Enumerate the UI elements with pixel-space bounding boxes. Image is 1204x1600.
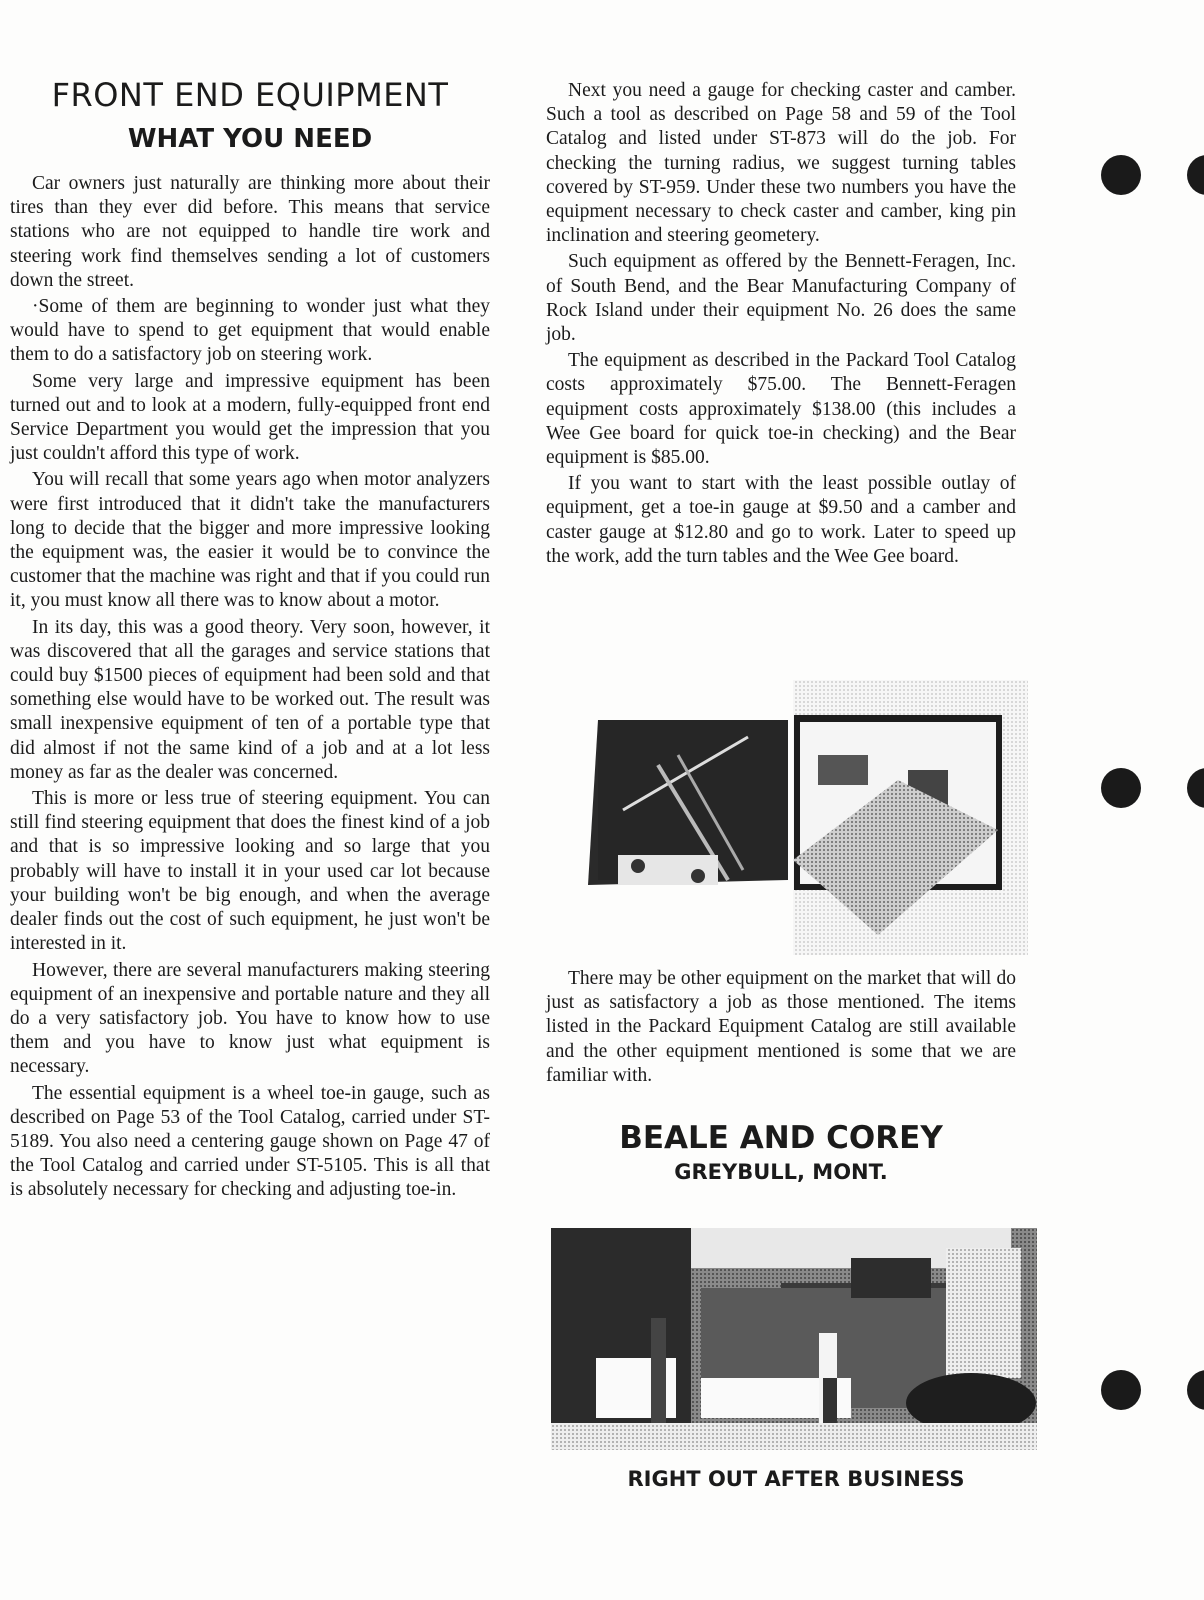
paragraph: There may be other equipment on the market that will do just as satisfactory a job as those mentioned. The items listed in the Packard Equipment Catalog are still available and the other equipment mentioned is some that we are familiar with. xyxy=(546,968,1016,1086)
dealer-name: BEALE AND COREY xyxy=(619,1120,943,1156)
paragraph: Some very large and impressive equipment has been turned out and to look at a modern, fully-equipped front end Service Department you would get the impression that you just couldn't afford this type of work. xyxy=(10,370,490,465)
right-column xyxy=(546,79,1016,571)
paragraph: Such equipment as offered by the Bennett-Feragen, Inc. of South Bend, and the Bear Manufacturing Company of Rock Island under their equipment No. 26 does the same job. xyxy=(546,251,1016,346)
binder-hole-icon xyxy=(1101,155,1141,195)
closing-section xyxy=(546,967,1016,1090)
paragraph: However, there are several manufacturers making steering equipment of an inexpensive and portable nature and they all do a very satisfactory job. You have to know how to use them and you have to know just what equipment is necessary. xyxy=(10,959,490,1078)
binder-hole-icon xyxy=(1101,768,1141,808)
binder-hole-icon xyxy=(1101,1370,1141,1410)
paragraph: If you want to start with the least possible outlay of equipment, get a toe-in gauge at $9.50 and a camber and caster gauge at $12.80 and go to work. Later to speed up the work, add the turn tables and the Wee Gee board. xyxy=(546,473,1016,567)
binder-hole-icon xyxy=(1187,155,1204,195)
left-column xyxy=(10,172,490,1205)
paragraph: The essential equipment is a wheel toe-in gauge, such as described on Page 53 of the Tool Catalog, carried under ST-5189. You also need a centering gauge shown on Page 47 of the Tool Catalog and carried under ST-5105. This is all that is absolutely necessary for checking and adjusting toe-in. xyxy=(10,1082,490,1201)
paragraph: ·Some of them are beginning to wonder just what they would have to spend to get equipment that would enable them to do a satisfactory job on steering work. xyxy=(10,296,490,366)
paragraph: Next you need a gauge for checking caster and camber. Such a tool as described on Page 58 and 59 of the Tool Catalog and listed under ST-873 will do the job. For checking the turning radius, we suggest turning tables covered by ST-959. Under these two numbers you have the equipment necessary to check caster and camber, king pin inclination and steering geometery. xyxy=(546,80,1016,247)
binder-hole-icon xyxy=(1187,768,1204,808)
article-subtitle: WHAT YOU NEED xyxy=(127,124,373,154)
paragraph: Car owners just naturally are thinking more about their tires than they ever did before. This means that service stations who are not equipped to handle tire work and steering work find themselves sending a lot of customers down the street. xyxy=(10,173,490,291)
paragraph: This is more or less true of steering equipment. You can still find steering equipment that does the finest kind of a job and that is so impressive looking and so large that you probably will have to install it in your used car lot because your building won't be big enough, and when the average dealer finds out the cost of such equipment, he just won't be interested in it. xyxy=(10,788,490,955)
paragraph: The equipment as described in the Packard Tool Catalog costs approximately $75.00. The Bennett-Feragen equipment costs approximately $138.00 (this includes a Wee Gee board for quick toe-in checking) and the Bear equipment is $85.00. xyxy=(546,350,1016,469)
photo-caption: RIGHT OUT AFTER BUSINESS xyxy=(627,1467,965,1491)
dealer-location: GREYBULL, MONT. xyxy=(674,1160,888,1184)
binder-hole-icon xyxy=(1187,1370,1204,1410)
paragraph: You will recall that some years ago when motor analyzers were first introduced that it didn't take the manufacturers long to decide that the bigger and more impressive looking the equipment was, the easier it would be to convince the customer that the machine was right and that if you could run it, you must know all there was to know about a motor. xyxy=(10,469,490,612)
storefront-photo xyxy=(551,1228,1037,1450)
equipment-photo xyxy=(578,680,1028,955)
paragraph: In its day, this was a good theory. Very soon, however, it was discovered that all the garages and service stations that could buy $1500 pieces of equipment had been sold and that something else would have to be worked out. The result was small inexpensive equipment of ten of a portable type that did almost if not the same kind of a job and at a lot less money as far as the dealer was concerned. xyxy=(10,616,490,783)
article-title: FRONT END EQUIPMENT xyxy=(51,76,449,114)
